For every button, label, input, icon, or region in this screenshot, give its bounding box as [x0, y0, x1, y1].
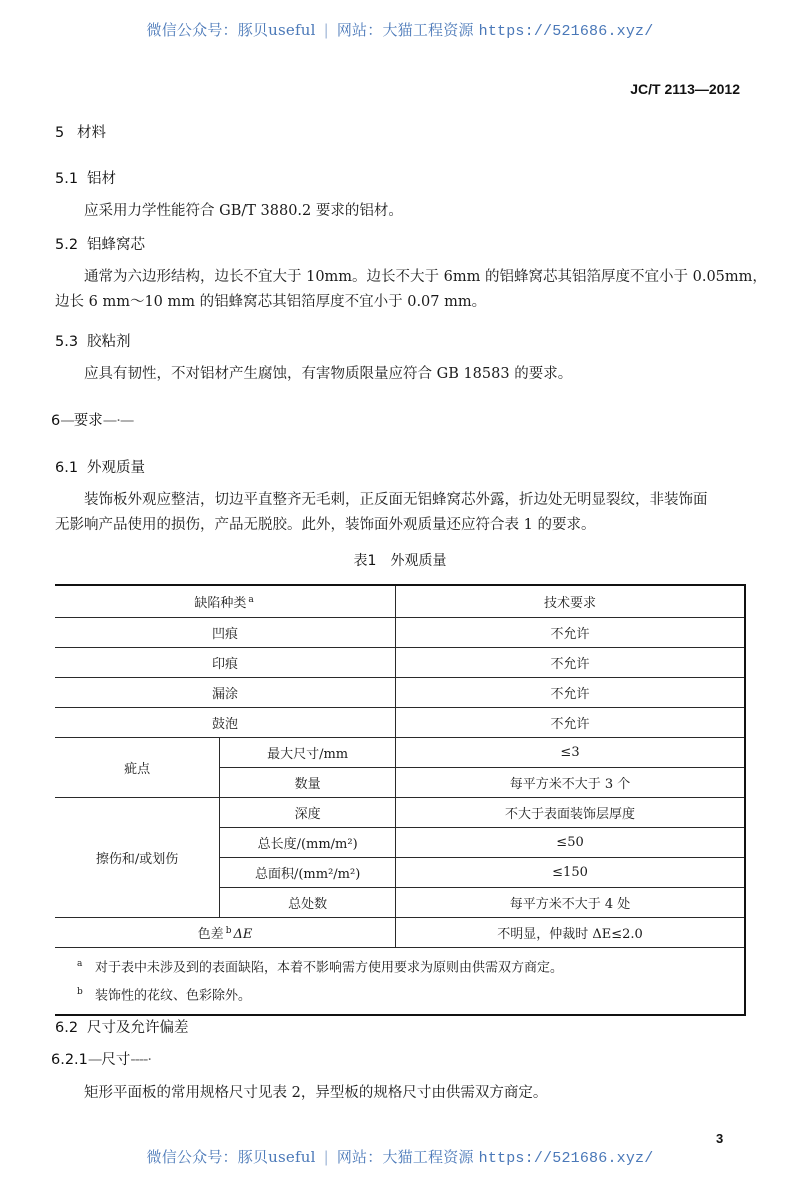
table-1-caption	[0, 550, 800, 570]
cell-requirement: 不允许	[396, 648, 745, 678]
cell-defect-color-diff: 色差 $^b$ ΔE	[55, 918, 396, 948]
delta-e-symbol: ΔE	[233, 927, 253, 942]
section-5-1-body: 应采用力学性能符合 GB/T 3880.2 要求的铝材。	[84, 203, 403, 219]
cell-sub-item: 数量	[220, 768, 396, 798]
section-number: 5.3	[55, 334, 79, 350]
cell-requirement: 每平方米不大于 4 处	[396, 888, 745, 918]
cell-sub-item: 总面积/(mm²/m²)	[220, 858, 396, 888]
table-note-b: b 装饰性的花纹、色彩除外。	[77, 987, 252, 1004]
cell-defect: 印痕	[55, 648, 396, 678]
table-row	[55, 678, 745, 708]
section-number: 5.1	[55, 171, 79, 187]
watermark-bottom	[0, 1146, 800, 1167]
table-row	[55, 918, 745, 948]
dash-decoration: —	[60, 413, 74, 429]
cell-requirement: 不允许	[396, 678, 745, 708]
watermark-url: https://521686.xyz/	[478, 1150, 654, 1167]
section-5-heading	[55, 121, 106, 142]
cell-requirement: 不明显，仲裁时 ΔE≤2.0	[396, 918, 745, 948]
section-title: 尺寸	[101, 1052, 131, 1068]
table-number: 表1	[353, 553, 377, 569]
section-number: 5	[55, 125, 65, 141]
cell-requirement: ≤3	[396, 738, 745, 768]
table-header-row	[55, 585, 745, 618]
cell-requirement: 不允许	[396, 618, 745, 648]
table-row	[55, 648, 745, 678]
section-6-2-1-body: 矩形平面板的常用规格尺寸见表 2，异型板的规格尺寸由供需双方商定。	[84, 1085, 548, 1101]
section-title: 胶粘剂	[87, 334, 131, 350]
section-5-1-heading	[55, 167, 116, 188]
footnote-ref: b	[225, 925, 232, 936]
watermark-top	[0, 19, 800, 40]
cell-defect: 漏涂	[55, 678, 396, 708]
table-notes	[55, 948, 745, 1015]
section-6-1-body-line1: 装饰板外观应整洁，切边平直整齐无毛刺，正反面无铝蜂窝芯外露，折边处无明显裂纹，非装饰面	[84, 492, 708, 508]
dash-decoration: —·—	[102, 413, 134, 429]
section-number: 6.1	[55, 460, 79, 476]
watermark-site-label: 网站：大猫工程资源	[336, 21, 474, 39]
watermark-wechat: 微信公众号：豚贝useful	[146, 21, 316, 39]
page-number: 3	[716, 1131, 724, 1146]
section-6-1-body-line2: 无影响产品使用的损伤，产品无脱胶。此外，装饰面外观质量还应符合表 1 的要求。	[55, 517, 596, 533]
cell-defect: 鼓泡	[55, 708, 396, 738]
section-5-2-body-line2: 边长 6 mm～10 mm 的铝蜂窝芯其铝箔厚度不宜小于 0.07 mm。	[55, 294, 487, 310]
section-title: 铝材	[87, 171, 116, 187]
cell-sub-item: 深度	[220, 798, 396, 828]
table-row	[55, 738, 745, 768]
section-5-2-body-line1: 通常为六边形结构，边长不宜大于 10mm。边长不大于 6mm 的铝蜂窝芯其铝箔厚度不宜小于 0.05mm，	[84, 269, 767, 285]
watermark-site-label: 网站：大猫工程资源	[336, 1148, 474, 1166]
table-note-a: a 对于表中未涉及到的表面缺陷，本着不影响需方使用要求为原则由供需双方商定。	[77, 959, 564, 976]
table-row	[55, 708, 745, 738]
section-title: 材料	[77, 125, 106, 141]
cell-defect-group-scratch: 擦伤和/或划伤	[55, 798, 220, 918]
section-title: 要求	[73, 413, 103, 429]
dash-decoration: ----·	[130, 1052, 151, 1068]
cell-requirement: ≤50	[396, 828, 745, 858]
cell-requirement: 不允许	[396, 708, 745, 738]
section-number: 5.2	[55, 237, 79, 253]
section-5-2-heading	[55, 233, 145, 254]
table-row	[55, 618, 745, 648]
section-number: 6.2.1	[51, 1052, 88, 1068]
cell-sub-item: 最大尺寸/mm	[220, 738, 396, 768]
watermark-wechat: 微信公众号：豚贝useful	[146, 1148, 316, 1166]
section-title: 铝蜂窝芯	[87, 237, 145, 253]
header-requirement: 技术要求	[396, 585, 745, 618]
footnote-ref: a	[248, 594, 254, 605]
section-title: 外观质量	[87, 460, 145, 476]
cell-defect: 凹痕	[55, 618, 396, 648]
standard-code: JC/T 2113—2012	[630, 81, 740, 97]
section-6-2-heading	[55, 1016, 189, 1037]
section-title: 尺寸及允许偏差	[87, 1020, 189, 1036]
watermark-separator: |	[323, 1148, 329, 1166]
table-title: 外观质量	[390, 553, 447, 569]
cell-defect-group-spot: 疵点	[55, 738, 220, 798]
dash-decoration: —	[87, 1052, 102, 1068]
table-notes-row	[55, 948, 745, 1015]
section-6-1-heading	[55, 456, 145, 477]
cell-requirement: ≤150	[396, 858, 745, 888]
header-defect-type: 缺陷种类 $^a$	[55, 585, 396, 618]
section-number: 6.2	[55, 1020, 79, 1036]
table-appearance-quality	[55, 584, 746, 1016]
cell-sub-item: 总处数	[220, 888, 396, 918]
cell-requirement: 每平方米不大于 3 个	[396, 768, 745, 798]
section-6-heading	[51, 409, 133, 430]
watermark-url: https://521686.xyz/	[478, 23, 654, 40]
section-6-2-1-heading	[51, 1048, 151, 1069]
cell-requirement: 不大于表面装饰层厚度	[396, 798, 745, 828]
section-number: 6	[51, 413, 61, 429]
section-5-3-heading	[55, 330, 131, 351]
cell-sub-item: 总长度/(mm/m²)	[220, 828, 396, 858]
watermark-separator: |	[323, 21, 329, 39]
section-5-3-body: 应具有韧性，不对铝材产生腐蚀，有害物质限量应符合 GB 18583 的要求。	[84, 366, 573, 382]
table-row	[55, 798, 745, 828]
